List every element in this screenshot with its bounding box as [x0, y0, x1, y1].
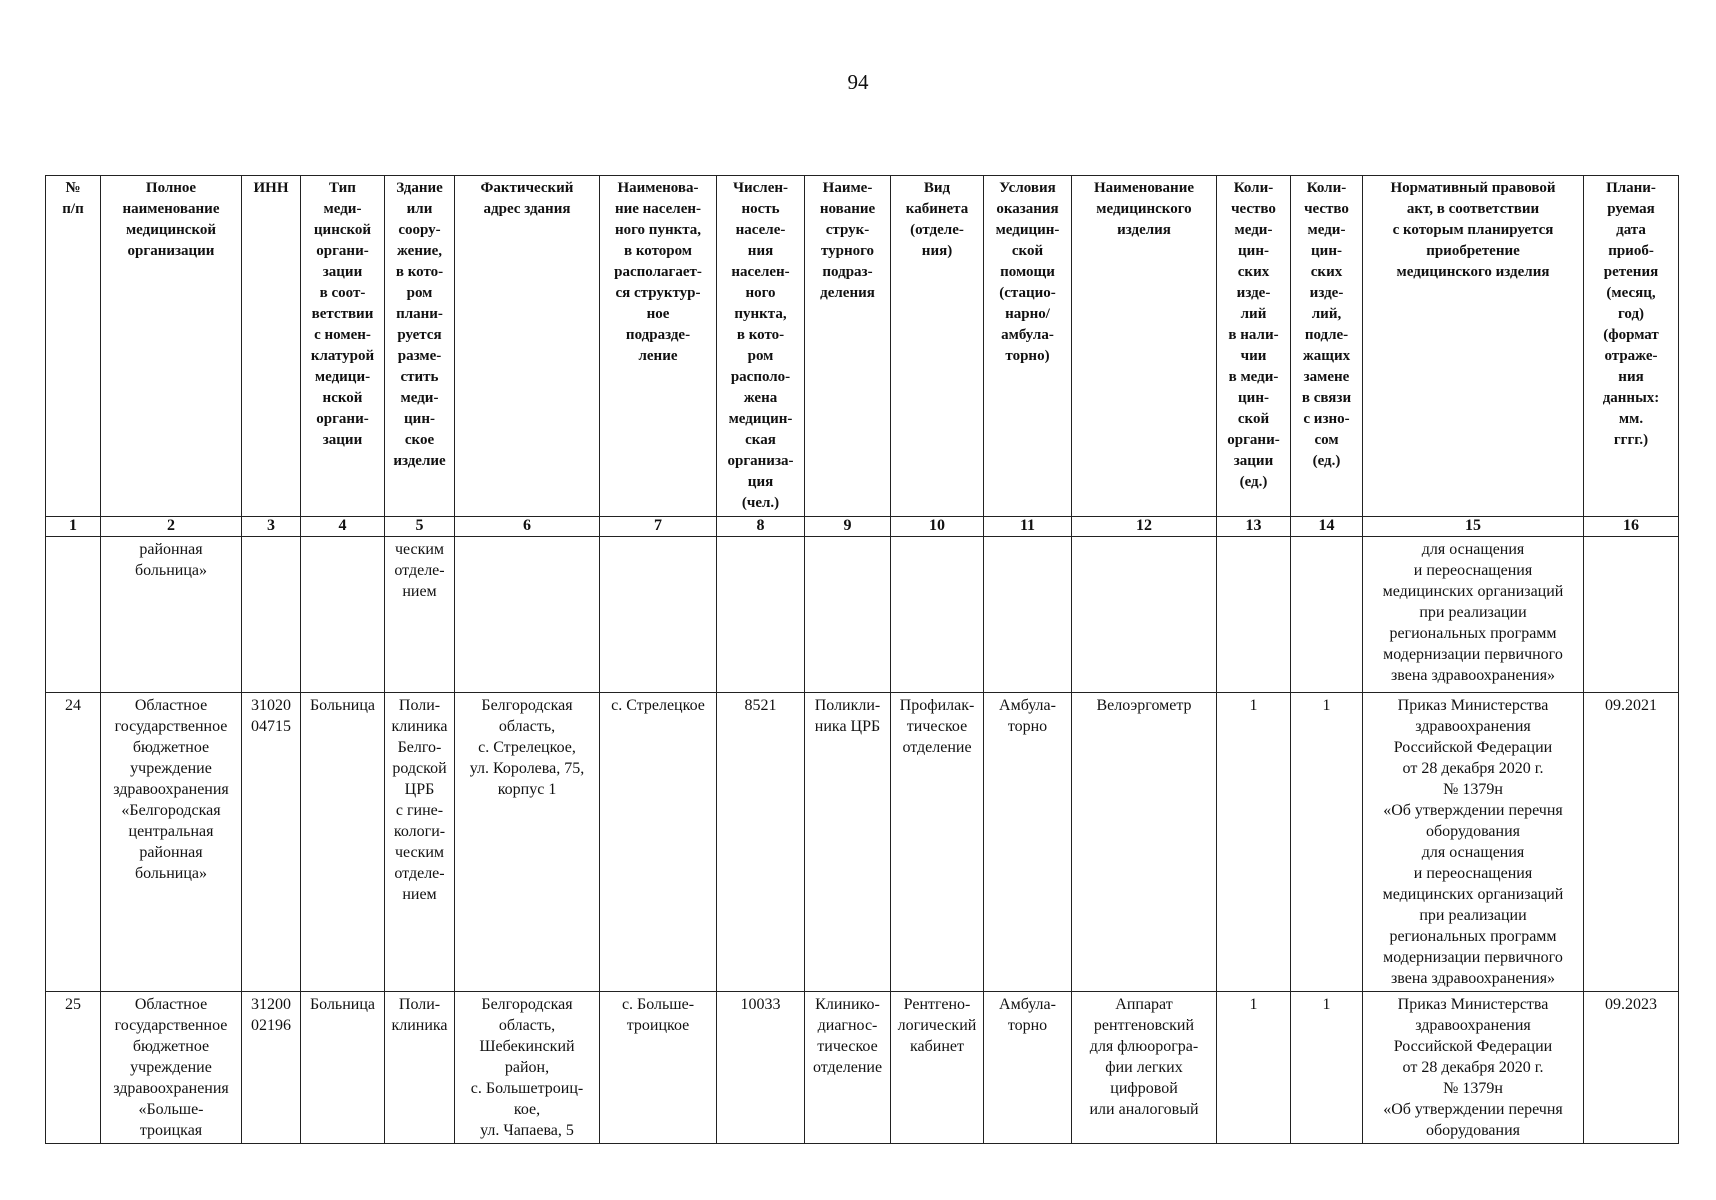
header-cell: Здание или соору- жение, в кото- ром плани- руется разме- стить меди- цин- ское изделие	[385, 176, 455, 517]
table-cell	[455, 537, 600, 693]
table-cell: 09.2023	[1584, 992, 1679, 1144]
column-number: 7	[600, 517, 717, 537]
column-number: 2	[101, 517, 242, 537]
table-cell: Белгородская область, с. Стрелецкое, ул. Королева, 75, корпус 1	[455, 693, 600, 992]
header-cell: Условия оказания медицин- ской помощи (стацио- нарно/ амбула- торно)	[984, 176, 1072, 517]
column-number: 3	[242, 517, 301, 537]
header-cell: Числен- ность населе- ния населен- ного пункта, в кото- ром располо- жена медицин- ская организа- ция (чел.)	[717, 176, 805, 517]
table-cell: 10033	[717, 992, 805, 1144]
table-cell: Поли- клиника	[385, 992, 455, 1144]
header-cell: Наиме- нование струк- турного подраз- деления	[805, 176, 891, 517]
table-cell: Амбула- торно	[984, 693, 1072, 992]
table-cell	[1291, 537, 1363, 693]
table-cell: 1	[1291, 992, 1363, 1144]
column-number: 13	[1217, 517, 1291, 537]
column-number: 11	[984, 517, 1072, 537]
table-cell: Белгородская область, Шебекинский район, с. Большетроиц- кое, ул. Чапаева, 5	[455, 992, 600, 1144]
header-cell: Полное наименование медицинской организации	[101, 176, 242, 517]
column-number: 5	[385, 517, 455, 537]
table-cell: Профилак- тическое отделение	[891, 693, 984, 992]
page-number: 94	[847, 70, 869, 94]
table-cell: Рентгено- логический кабинет	[891, 992, 984, 1144]
table-cell: 25	[46, 992, 101, 1144]
table-cell: 31200 02196	[242, 992, 301, 1144]
table-cell: 1	[1217, 992, 1291, 1144]
column-number: 16	[1584, 517, 1679, 537]
table-cell: 1	[1217, 693, 1291, 992]
table-cell: Больница	[301, 693, 385, 992]
column-number: 15	[1363, 517, 1584, 537]
table-cell: Амбула- торно	[984, 992, 1072, 1144]
equipment-table	[45, 175, 1679, 1144]
table-row	[46, 992, 1679, 1144]
header-cell: Плани- руемая дата приоб- ретения (месяц, год) (формат отраже- ния данных: мм. гггг.)	[1584, 176, 1679, 517]
table-cell: Областное государственное бюджетное учреждение здравоохранения «Белгородская центральная районная больница»	[101, 693, 242, 992]
table-cell: 24	[46, 693, 101, 992]
header-cell: Фактический адрес здания	[455, 176, 600, 517]
column-number: 10	[891, 517, 984, 537]
table-cell: Больница	[301, 992, 385, 1144]
table-cell	[1072, 537, 1217, 693]
table-cell: 1	[1291, 693, 1363, 992]
table-cell: 31020 04715	[242, 693, 301, 992]
table-cell: Поли- клиника Белго- родской ЦРБ с гине- кологи- ческим отделе- нием	[385, 693, 455, 992]
table-cell	[46, 537, 101, 693]
table-cell: Приказ Министерства здравоохранения Российской Федерации от 28 декабря 2020 г. № 1379н «Об утверждении перечня оборудования	[1363, 992, 1584, 1144]
column-number-row	[46, 517, 1679, 537]
table-cell: Приказ Министерства здравоохранения Российской Федерации от 28 декабря 2020 г. № 1379н «Об утверждении перечня оборудования для оснащения и переоснащения медицинских организаций при реализации региональных программ модернизации первичного звена здравоохранения»	[1363, 693, 1584, 992]
table-cell: Велоэргометр	[1072, 693, 1217, 992]
header-row	[46, 176, 1679, 517]
column-number: 4	[301, 517, 385, 537]
table-cell	[805, 537, 891, 693]
table-cell: для оснащения и переоснащения медицинских организаций при реализации региональных программ модернизации первичного звена здравоохранения»	[1363, 537, 1584, 693]
column-number: 14	[1291, 517, 1363, 537]
header-cell: Тип меди- цинской органи- зации в соот- ветствии с номен- клатурой медици- нской органи- зации	[301, 176, 385, 517]
table-cell: Аппарат рентгеновский для флюорогра- фии легких цифровой или аналоговый	[1072, 992, 1217, 1144]
table-cell: Областное государственное бюджетное учреждение здравоохранения «Больше- троицкая	[101, 992, 242, 1144]
table-cell: районная больница»	[101, 537, 242, 693]
column-number: 12	[1072, 517, 1217, 537]
column-number: 8	[717, 517, 805, 537]
table-cell: ческим отделе- нием	[385, 537, 455, 693]
table-cell	[717, 537, 805, 693]
header-cell: № п/п	[46, 176, 101, 517]
header-cell: Нормативный правовой акт, в соответствии с которым планируется приобретение медицинского изделия	[1363, 176, 1584, 517]
header-cell: ИНН	[242, 176, 301, 517]
header-cell: Наименование медицинского изделия	[1072, 176, 1217, 517]
table-cell: с. Стрелецкое	[600, 693, 717, 992]
table-cell	[242, 537, 301, 693]
table-cell: 8521	[717, 693, 805, 992]
table-cell	[984, 537, 1072, 693]
table-cell	[1217, 537, 1291, 693]
table-cell: с. Больше- троицкое	[600, 992, 717, 1144]
table-cell	[600, 537, 717, 693]
table-row	[46, 693, 1679, 992]
header-cell: Вид кабинета (отделе- ния)	[891, 176, 984, 517]
column-number: 1	[46, 517, 101, 537]
table-cell	[1584, 537, 1679, 693]
table-cell: Поликли- ника ЦРБ	[805, 693, 891, 992]
column-number: 6	[455, 517, 600, 537]
table-cell: Клинико- диагнос- тическое отделение	[805, 992, 891, 1144]
table-cell: 09.2021	[1584, 693, 1679, 992]
table-cell	[891, 537, 984, 693]
column-number: 9	[805, 517, 891, 537]
header-cell: Коли- чество меди- цин- ских изде- лий в нали- чии в меди- цин- ской органи- зации (ед.)	[1217, 176, 1291, 517]
table-cell	[301, 537, 385, 693]
table-row	[46, 537, 1679, 693]
header-cell: Коли- чество меди- цин- ских изде- лий, подле- жащих замене в связи с изно- сом (ед.)	[1291, 176, 1363, 517]
header-cell: Наименова- ние населен- ного пункта, в котором располагает- ся структур- ное подразде- ление	[600, 176, 717, 517]
